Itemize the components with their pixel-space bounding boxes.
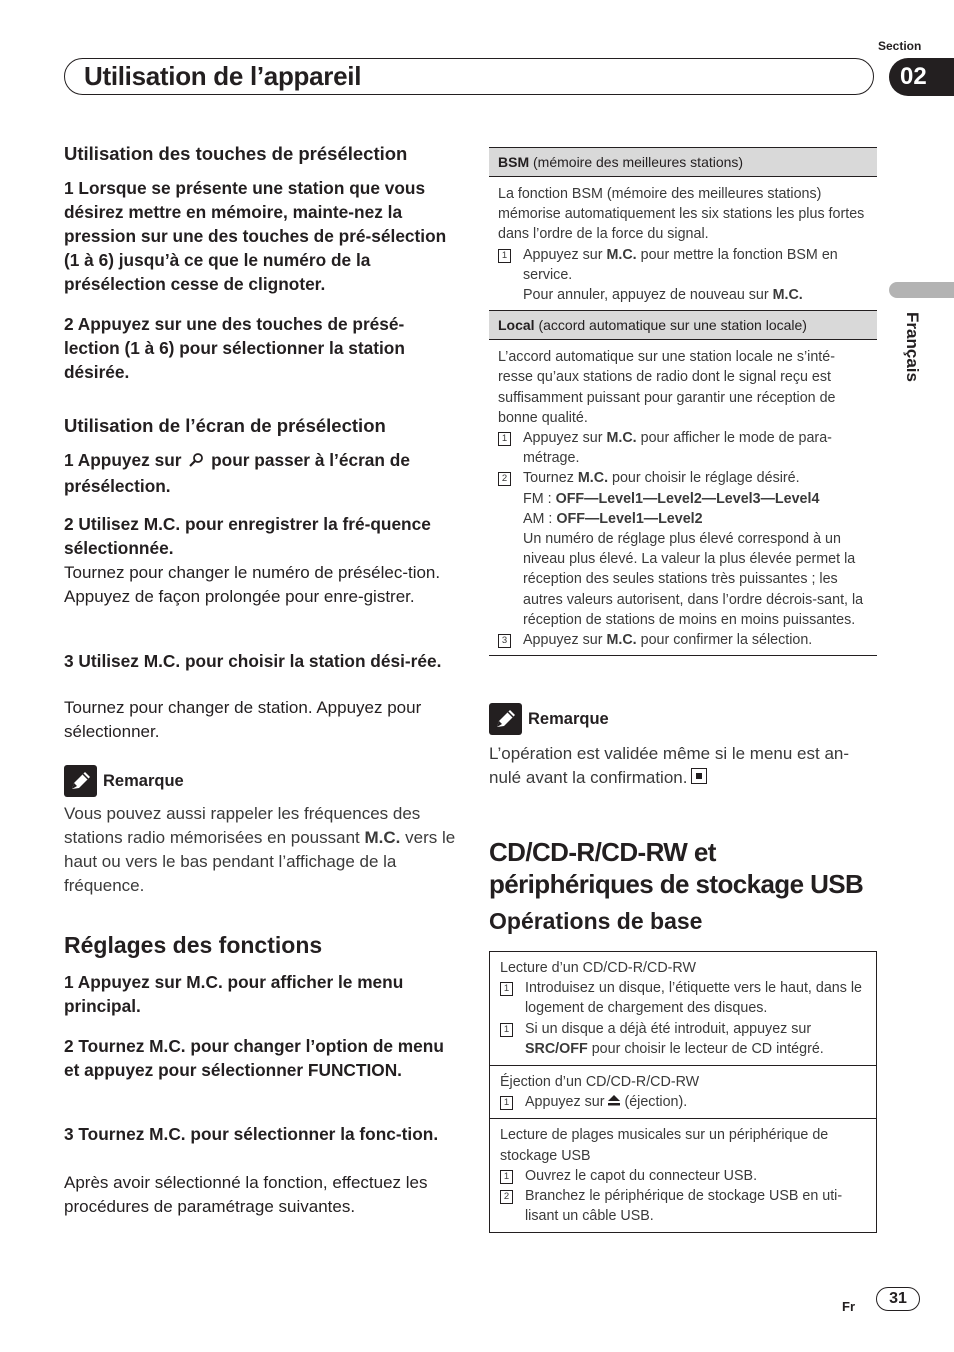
preset-keys-step-1: 1 Lorsque se présente une station que vous désirez mettre en mémoire, mainte-nez la pression sur une des touches de pré-sélection (1 à 6) jusqu’à ce que le numéro de la présélection cesse de clignoter. [64,178,447,294]
local-s3-a: Appuyez sur [523,632,603,649]
step-number-box: 1 [500,982,513,996]
cd-section-heading: CD/CD-R/CD-RW et périphériques de stockage USB [489,837,864,899]
eject-step-1 [500,1092,866,1112]
local-intro: L’accord automatique sur une station locale ne s’inté-resse qu’aux stations de radio dont le signal reçu est suffisamment puissant pour garantir une réception de bonne qualité. [498,349,836,426]
bsm-step-1-text [523,245,868,306]
note-right-text [489,742,877,790]
functions-heading: Réglages des fonctions [64,932,323,958]
note-left-text-a: Vous pouvez aussi rappeler les fréquences des stations radio mémorisées en poussant [64,804,421,847]
step-number-box: 1 [498,432,511,446]
fm-values: OFF—Level1—Level2—Level3—Level4 [555,490,820,507]
bsm-s1-a: Appuyez sur [523,246,603,263]
step-number-box: 3 [498,634,511,648]
page-number: 31 [876,1287,920,1311]
preset-screen-step-2: 2 Utilisez M.C. pour enregistrer la fré-quence sélectionnée. [64,514,431,558]
cd-playback-step-1-text: Introduisez un disque, l’étiquette vers le haut, dans le logement de chargement des disques. [525,980,862,1017]
fm-label: FM : [523,490,552,507]
cd-playback-step-2-text [525,1019,866,1059]
functions-step-2: 2 Tournez M.C. pour changer l’option de menu et appuyez pour sélectionner FUNCTION. [64,1036,444,1080]
local-s1-a: Appuyez sur [523,430,603,447]
footer-language: Fr [842,1299,855,1314]
preset-screen-step-2-body: Tournez pour changer le numéro de présélec-tion. Appuyez de façon prolongée pour enre-gistrer. [64,563,441,606]
pencil-note-icon [64,765,97,797]
local-header-rest: (accord automatique sur une station locale) [538,317,807,334]
preset-screen-step-3: 3 Utilisez M.C. pour choisir la station dési-rée. [64,651,442,671]
preset-keys-step-2: 2 Appuyez sur une des touches de présé-lection (1 à 6) pour sélectionner la station désirée. [64,314,405,382]
local-step-1-text [523,428,868,468]
preset-screen-step-1 [64,448,456,498]
operations-cell-usb [490,1118,876,1232]
local-s1-b: pour afficher le mode de para-métrage. [523,430,832,467]
note-right-label: Remarque [528,709,609,728]
note-left [64,765,456,797]
bsm-intro: La fonction BSM (mémoire des meilleures stations) mémorise automatiquement les six stations les plus fortes dans l’ordre de la force du signal. [498,186,865,243]
local-s1-bold: M.C. [606,430,637,447]
step-number-box: 1 [498,249,511,263]
note-left-label: Remarque [103,771,184,790]
pencil-note-icon [489,703,522,735]
local-s2-bold: M.C. [577,470,609,487]
local-step-2 [498,468,868,630]
functions-step-3: 3 Tournez M.C. pour sélectionner la fonc-tion. [64,1124,439,1144]
local-body [489,340,877,655]
functions-step-3-body: Après avoir sélectionné la fonction, effectuez les procédures de paramétrage suivantes. [64,1173,428,1216]
local-step-3 [498,630,868,650]
am-label: AM : [523,510,553,527]
local-header-bold: Local [498,317,535,334]
local-s2-a: Tournez [523,470,574,487]
operations-cell-eject [490,1065,876,1118]
preset-screen-step-1-text-a: 1 Appuyez sur [64,450,182,470]
preset-screen-step-1-text-b: pour passer à l’écran de présélection. [64,450,410,496]
cd-playback-s2-b: pour choisir le lecteur de CD intégré. [591,1040,824,1057]
note-left-text-bold: M.C. [364,828,401,847]
step-number-box: 2 [498,472,511,486]
usb-title: Lecture de plages musicales sur un périphérique de stockage USB [500,1127,829,1164]
local-s2-b: pour choisir le réglage désiré. [612,470,800,487]
step-number-box: 1 [500,1023,513,1037]
eject-s1-b: (éjection). [624,1094,688,1111]
eject-title: Éjection d’un CD/CD-R/CD-RW [500,1074,700,1091]
cd-playback-step-1 [500,978,866,1018]
section-number-badge: 02 [889,58,954,96]
eject-icon [608,1092,620,1112]
bsm-s1-c-bold: M.C. [772,287,803,304]
local-s3-bold: M.C. [606,632,637,649]
search-icon [186,450,206,474]
usb-step-1-text: Ouvrez le capot du connecteur USB. [525,1167,758,1184]
eject-step-1-text [525,1092,687,1112]
local-header [489,310,877,340]
note-right-text-content: L’opération est validée même si le menu est an-nulé avant la confirmation. [489,744,850,787]
bsm-step-1 [498,245,868,306]
cd-playback-step-2 [500,1019,866,1059]
preset-keys-heading: Utilisation des touches de présélection [64,143,408,164]
local-step-2-text [523,468,868,630]
basic-operations-heading: Opérations de base [489,908,703,934]
operations-cell-cd-playback [490,952,876,1065]
cd-playback-s2-a: Si un disque a déjà été introduit, appuyez sur [525,1020,812,1037]
note-right [489,703,877,735]
bsm-header-bold: BSM [498,154,530,170]
bsm-s1-c: Pour annuler, appuyez de nouveau sur [523,287,769,304]
bsm-s1-bold: M.C. [606,246,637,263]
local-s3-b: pour confirmer la sélection. [640,632,813,649]
step-number-box: 1 [500,1170,513,1184]
cd-playback-title: Lecture d’un CD/CD-R/CD-RW [500,960,696,976]
preset-screen-heading: Utilisation de l’écran de présélection [64,415,386,436]
operations-table [489,951,877,1233]
usb-step-1 [500,1166,866,1186]
eject-s1-a: Appuyez sur [525,1094,605,1111]
am-values: OFF—Level1—Level2 [556,510,703,527]
bsm-s1-b: pour mettre la fonction BSM en service. [523,246,838,283]
note-left-text-b: vers le haut ou vers le bas pendant l’affichage de la fréquence. [64,828,456,895]
end-of-section-icon [691,768,707,784]
preset-screen-step-3-body: Tournez pour changer de station. Appuyez pour sélectionner. [64,698,422,741]
usb-step-2-text: Branchez le périphérique de stockage USB en uti-lisant un câble USB. [525,1188,843,1225]
settings-table [489,147,877,656]
step-number-box: 2 [500,1190,513,1204]
note-left-text [64,802,456,898]
local-s2-detail: Un numéro de réglage plus élevé correspond à un niveau plus élevé. La valeur la plus élevée permet la réception des seules stations très puissantes ; les autres valeurs autorisent, dans l’ordre décrois-sant, la réception de stations de moins en moins puissantes. [523,531,864,628]
page-title: Utilisation de l’appareil [84,61,362,91]
local-step-3-text [523,630,812,650]
language-tab-label: Français [903,312,922,382]
functions-step-1: 1 Appuyez sur M.C. pour afficher le menu principal. [64,972,404,1016]
local-step-1 [498,428,868,468]
bsm-header-rest: (mémoire des meilleures stations) [533,154,744,170]
step-number-box: 1 [500,1096,513,1110]
section-label: Section [878,39,922,53]
cd-playback-s2-bold: SRC/OFF [525,1040,588,1057]
bsm-header [489,148,877,177]
usb-step-2 [500,1186,866,1226]
bsm-body [489,177,877,310]
